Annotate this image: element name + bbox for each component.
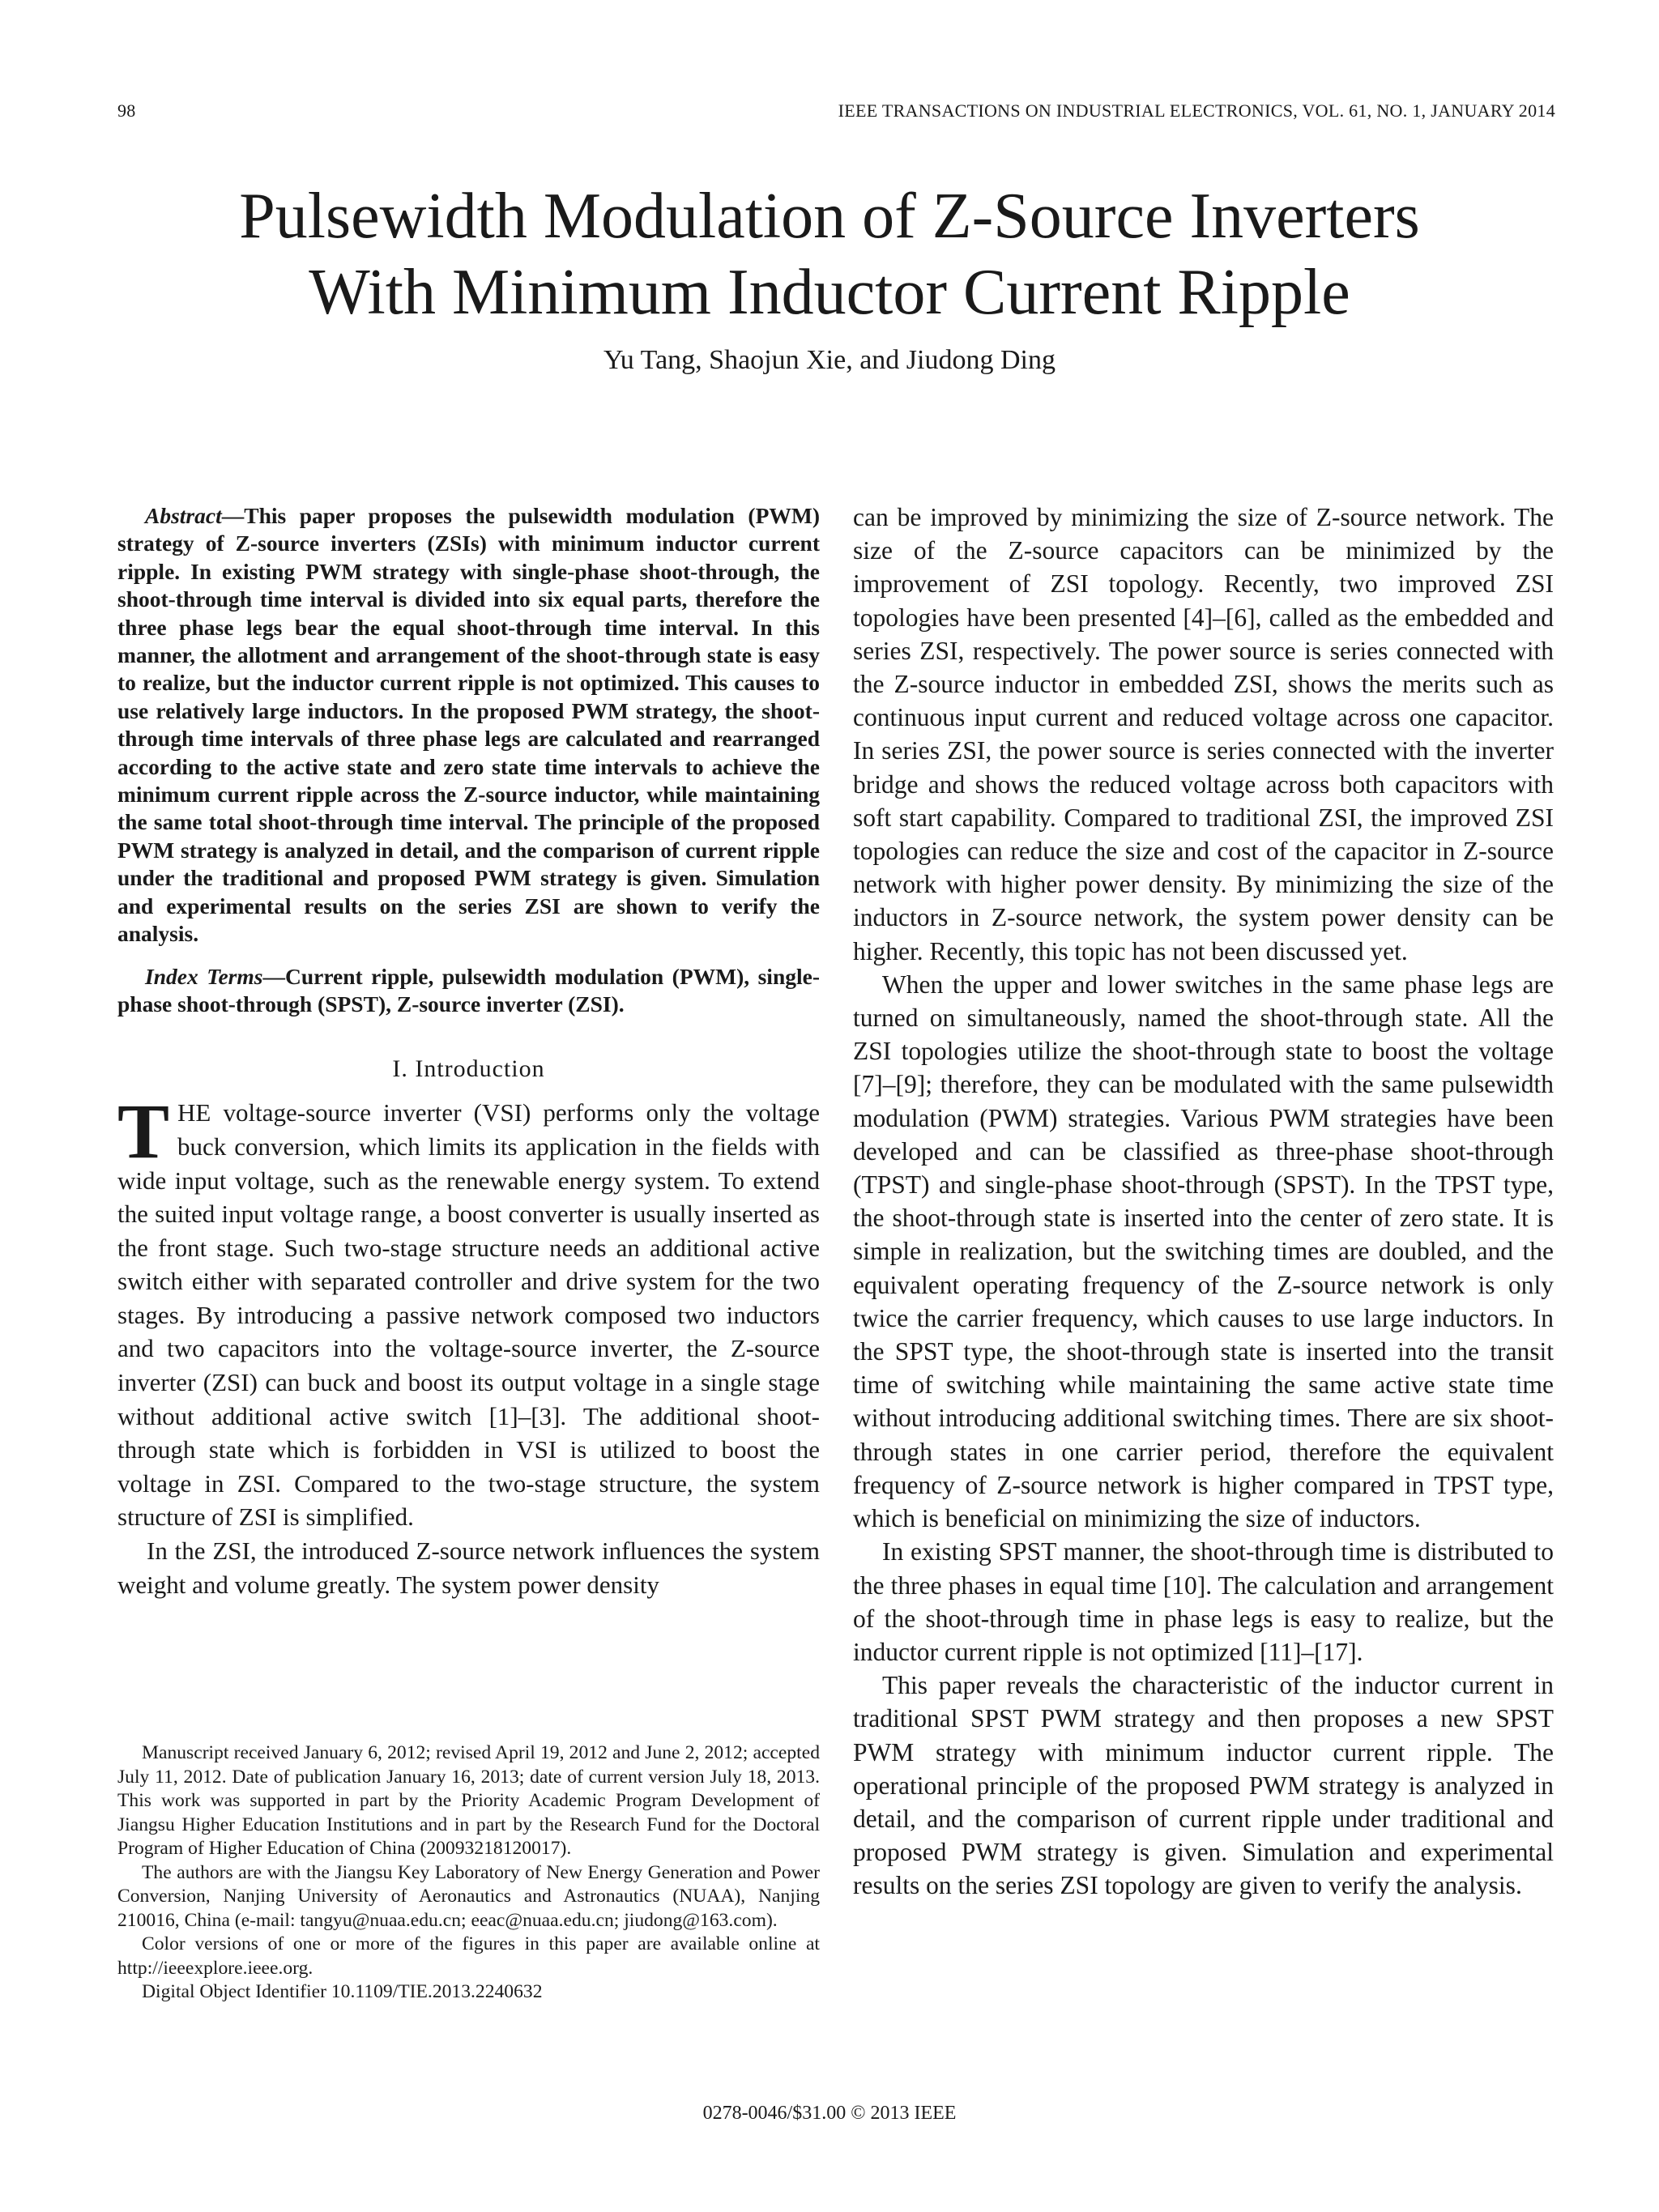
right-paragraph-3: In existing SPST manner, the shoot-through time is distributed to the three phases in equal time [10]. The calculation and arrangement of the shoot-through time in phase legs is easy to realize, but the inductor current ripple is not optimized [11]–[17]. bbox=[853, 1537, 1554, 1666]
right-column bbox=[853, 501, 1554, 1903]
footnote-affiliation: The authors are with the Jiangsu Key Laboratory of New Energy Generation and Power Conversion, Nanjing University of Aeronautics and Astronautics (NUAA), Nanjing 210016, China (e-mail: tangyu@nuaa.edu.cn; eeac@nuaa.edu.cn; jiudong@163.com). bbox=[117, 1861, 820, 1931]
index-terms-text: —Current ripple, pulsewidth modulation (PWM), single-phase shoot-through (SPST), Z-source inverter (ZSI). bbox=[117, 963, 820, 1016]
title-line-1: Pulsewidth Modulation of Z-Source Inverters bbox=[239, 181, 1420, 252]
footnotes bbox=[117, 1741, 820, 2005]
footnote-manuscript: Manuscript received January 6, 2012; revised April 19, 2012 and June 2, 2012; accepted July 11, 2012. Date of publication January 16, 2013; date of current version July 18, 2013. This work was supported in part by the Priority Academic Program Development of Jiangsu Higher Education Institutions and in part by the Research Fund for the Doctoral Program of Higher Education of China (20093218120017). bbox=[117, 1742, 820, 1859]
running-header bbox=[117, 100, 1555, 121]
footnote-doi: Digital Object Identifier 10.1109/TIE.2013.2240632 bbox=[142, 1981, 543, 2002]
page-number: 98 bbox=[117, 100, 136, 121]
intro-paragraph-2: In the ZSI, the introduced Z-source network influences the system weight and volume greatly. The system power density bbox=[117, 1536, 820, 1599]
copyright-footer: 0278-0046/$31.00 © 2013 IEEE bbox=[702, 2103, 957, 2124]
journal-name: IEEE TRANSACTIONS ON INDUSTRIAL ELECTRONICS, VOL. 61, NO. 1, JANUARY 2014 bbox=[838, 100, 1555, 121]
section-heading-introduction: I. Introduction bbox=[392, 1055, 545, 1083]
index-terms bbox=[117, 963, 820, 1019]
drop-cap: T bbox=[117, 1088, 170, 1175]
abstract bbox=[117, 502, 820, 948]
abstract-text: —This paper proposes the pulsewidth modulation (PWM) strategy of Z-source inverters (ZSIs) with minimum inductor current ripple. In existing PWM strategy with single-phase shoot-through, the shoot-through time interval is divided into six equal parts, therefore the three phase legs bear the equal shoot-through time interval. In this manner, the allotment and arrangement of the shoot-through state is easy to realize, but the inductor current ripple is not optimized. This causes to use relatively large inductors. In the proposed PWM strategy, the shoot-through time intervals of three phase legs are calculated and rearranged according to the active state and zero state time intervals to achieve the minimum current ripple across the Z-source inductor, while maintaining the same total shoot-through time interval. The principle of the proposed PWM strategy is analyzed in detail, and the comparison of current ripple under the traditional and proposed PWM strategy is given. Simulation and experimental results on the series ZSI are shown to verify the analysis. bbox=[117, 503, 820, 947]
right-paragraph-2: When the upper and lower switches in the same phase legs are turned on simultaneously, named the shoot-through state. All the ZSI topologies utilize the shoot-through state to boost the voltage [7]–[9]; therefore, they can be modulated with the same pulsewidth modulation (PWM) strategies. Various PWM strategies have been developed and can be classified as three-phase shoot-through (TPST) and single-phase shoot-through (SPST). In the TPST type, the shoot-through state is inserted into the center of zero state. It is simple in realization, but the switching times are doubled, and the equivalent operating frequency of the Z-source network is only twice the carrier frequency, which causes to use large inductors. In the SPST type, the shoot-through state is inserted into the transit time of switching while maintaining the same active state time without introducing additional switching times. There are six shoot-through states in one carrier period, therefore the equivalent frequency of Z-source network is higher compared in TPST type, which is beneficial on minimizing the size of inductors. bbox=[853, 970, 1554, 1533]
intro-paragraph-1-text: HE voltage-source inverter (VSI) performs only the voltage buck conversion, which limits its application in the fields with wide input voltage, such as the renewable energy system. To extend the suited input voltage range, a boost converter is usually inserted as the front stage. Such two-stage structure needs an additional active switch either with separated controller and drive system for the two stages. By introducing a passive network composed two inductors and two capacitors into the voltage-source inverter, the Z-source inverter (ZSI) can buck and boost its output voltage in a single stage without additional active switch [1]–[3]. The additional shoot-through state which is forbidden in VSI is utilized to boost the voltage in ZSI. Compared to the two-stage structure, the system structure of ZSI is simplified. bbox=[117, 1098, 820, 1532]
right-paragraph-4: This paper reveals the characteristic of the inductor current in traditional SPST PWM strategy and then proposes a new SPST PWM strategy with minimum inductor current ripple. The operational principle of the proposed PWM strategy is analyzed in detail, and the comparison of current ripple under traditional and proposed PWM strategy is given. Simulation and experimental results on the series ZSI topology are given to verify the analysis. bbox=[853, 1671, 1554, 1900]
author-list: Yu Tang, Shaojun Xie, and Jiudong Ding bbox=[603, 345, 1056, 375]
paper-title bbox=[0, 178, 1659, 330]
right-paragraph-1: can be improved by minimizing the size of Z-source network. The size of the Z-source capacitors can be minimized by the improvement of ZSI topology. Recently, two improved ZSI topologies have been presented [4]–[6], called as the embedded and series ZSI, respectively. The power source is series connected with the Z-source inductor in embedded ZSI, shows the merits such as continuous input current and reduced voltage across one capacitor. In series ZSI, the power source is series connected with the inverter bridge and shows the reduced voltage across both capacitors with soft start capability. Compared to traditional ZSI, the improved ZSI topologies can reduce the size and cost of the capacitor in Z-source network with higher power density. By minimizing the size of the inductors in Z-source network, the system power density can be higher. Recently, this topic has not been discussed yet. bbox=[853, 503, 1554, 965]
abstract-label: Abstract bbox=[145, 503, 222, 528]
title-line-2: With Minimum Inductor Current Ripple bbox=[309, 257, 1350, 328]
index-terms-label: Index Terms bbox=[145, 963, 263, 989]
intro-paragraph-1 bbox=[117, 1088, 820, 1534]
footnote-color: Color versions of one or more of the figures in this paper are available online at http://ieeexplore.ieee.org. bbox=[117, 1933, 820, 1979]
left-column bbox=[117, 502, 820, 1601]
